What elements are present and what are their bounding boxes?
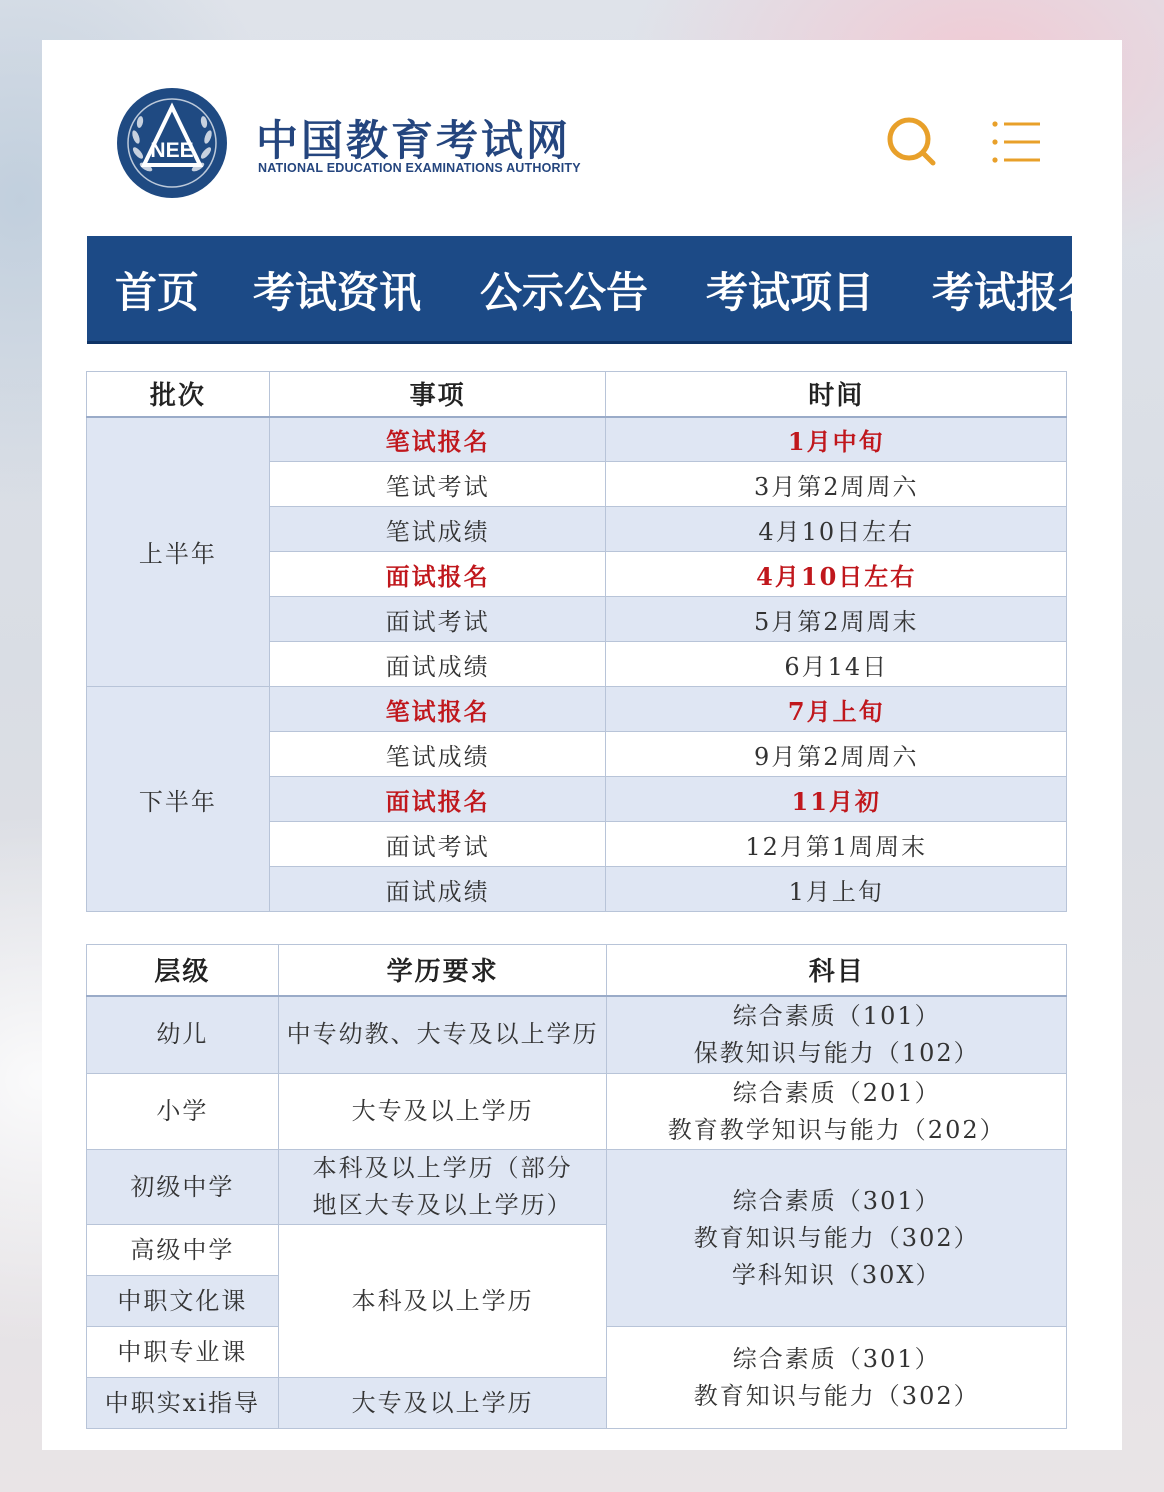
- time-cell: 1月上旬: [606, 867, 1067, 912]
- education-cell: 本科及以上学历（部分 地区大专及以上学历）: [278, 1150, 607, 1225]
- table-header-row: [87, 372, 1067, 417]
- table-row: [87, 687, 1067, 732]
- education-cell: 本科及以上学历: [278, 1225, 607, 1378]
- level-cell: 小学: [87, 1074, 279, 1150]
- nee-logo[interactable]: [114, 87, 230, 199]
- time-cell: 7月上旬: [606, 687, 1067, 732]
- time-cell: 5月第2周周末: [606, 597, 1067, 642]
- education-cell: 大专及以上学历: [278, 1074, 607, 1150]
- time-cell: 4月10日左右: [606, 507, 1067, 552]
- time-cell: 1月中旬: [606, 417, 1067, 462]
- level-cell: 初级中学: [87, 1150, 279, 1225]
- subject-cell: 综合素质（301） 教育知识与能力（302） 学科知识（30X）: [607, 1150, 1067, 1327]
- level-cell: 中职文化课: [87, 1276, 279, 1327]
- item-cell: 面试报名: [269, 777, 606, 822]
- level-cell: 中职专业课: [87, 1327, 279, 1378]
- nav-exam-projects[interactable]: 考试项目: [706, 268, 875, 317]
- time-cell: 12月第1周周末: [606, 822, 1067, 867]
- search-icon: [882, 112, 942, 172]
- svg-text:NEE: NEE: [150, 139, 194, 162]
- column-header: 层级: [87, 945, 279, 996]
- level-cell: 中职实xi指导: [87, 1378, 279, 1429]
- search-button[interactable]: [882, 112, 942, 172]
- site-title[interactable]: 中国教育考试网: [256, 116, 572, 165]
- item-cell: 笔试报名: [269, 417, 606, 462]
- subject-cell: 综合素质（301） 教育知识与能力（302）: [607, 1327, 1067, 1429]
- time-cell: 11月初: [606, 777, 1067, 822]
- table-header-row: [87, 945, 1067, 996]
- time-cell: 6月14日: [606, 642, 1067, 687]
- column-header: 批次: [87, 372, 270, 417]
- item-cell: 笔试报名: [269, 687, 606, 732]
- table-row: [87, 1074, 1067, 1150]
- time-cell: 4月10日左右: [606, 552, 1067, 597]
- column-header: 时间: [606, 372, 1067, 417]
- item-cell: 面试考试: [269, 822, 606, 867]
- column-header: 科目: [607, 945, 1067, 996]
- item-cell: 面试成绩: [269, 867, 606, 912]
- time-cell: 3月第2周周六: [606, 462, 1067, 507]
- table-row: [87, 417, 1067, 462]
- item-cell: 面试成绩: [269, 642, 606, 687]
- menu-button[interactable]: [986, 114, 1046, 170]
- education-cell: 中专幼教、大专及以上学历: [278, 996, 607, 1074]
- table-row: [87, 996, 1067, 1074]
- nav-announcements[interactable]: 公示公告: [480, 268, 649, 317]
- requirements-table: [86, 944, 1067, 1429]
- batch-cell: 上半年: [87, 417, 270, 687]
- schedule-table: [86, 371, 1067, 912]
- item-cell: 笔试成绩: [269, 507, 606, 552]
- item-cell: 笔试成绩: [269, 732, 606, 777]
- level-cell: 幼儿: [87, 996, 279, 1074]
- time-cell: 9月第2周周六: [606, 732, 1067, 777]
- nav-home[interactable]: 首页: [115, 268, 200, 317]
- item-cell: 面试考试: [269, 597, 606, 642]
- subject-cell: 综合素质（201） 教育教学知识与能力（202）: [607, 1074, 1067, 1150]
- level-cell: 高级中学: [87, 1225, 279, 1276]
- subject-cell: 综合素质（101） 保教知识与能力（102）: [607, 996, 1067, 1074]
- education-cell: 大专及以上学历: [278, 1378, 607, 1429]
- nav-exam-news[interactable]: 考试资讯: [253, 268, 422, 317]
- site-subtitle: NATIONAL EDUCATION EXAMINATIONS AUTHORITY: [258, 161, 581, 175]
- main-nav: [87, 236, 1101, 344]
- item-cell: 面试报名: [269, 552, 606, 597]
- column-header: 学历要求: [278, 945, 607, 996]
- page-card: [42, 40, 1122, 1450]
- column-header: 事项: [269, 372, 606, 417]
- table-row: [87, 1150, 1067, 1225]
- batch-cell: 下半年: [87, 687, 270, 912]
- menu-icon: [986, 114, 1046, 170]
- item-cell: 笔试考试: [269, 462, 606, 507]
- nav-registration[interactable]: 考试报名: [932, 268, 1101, 317]
